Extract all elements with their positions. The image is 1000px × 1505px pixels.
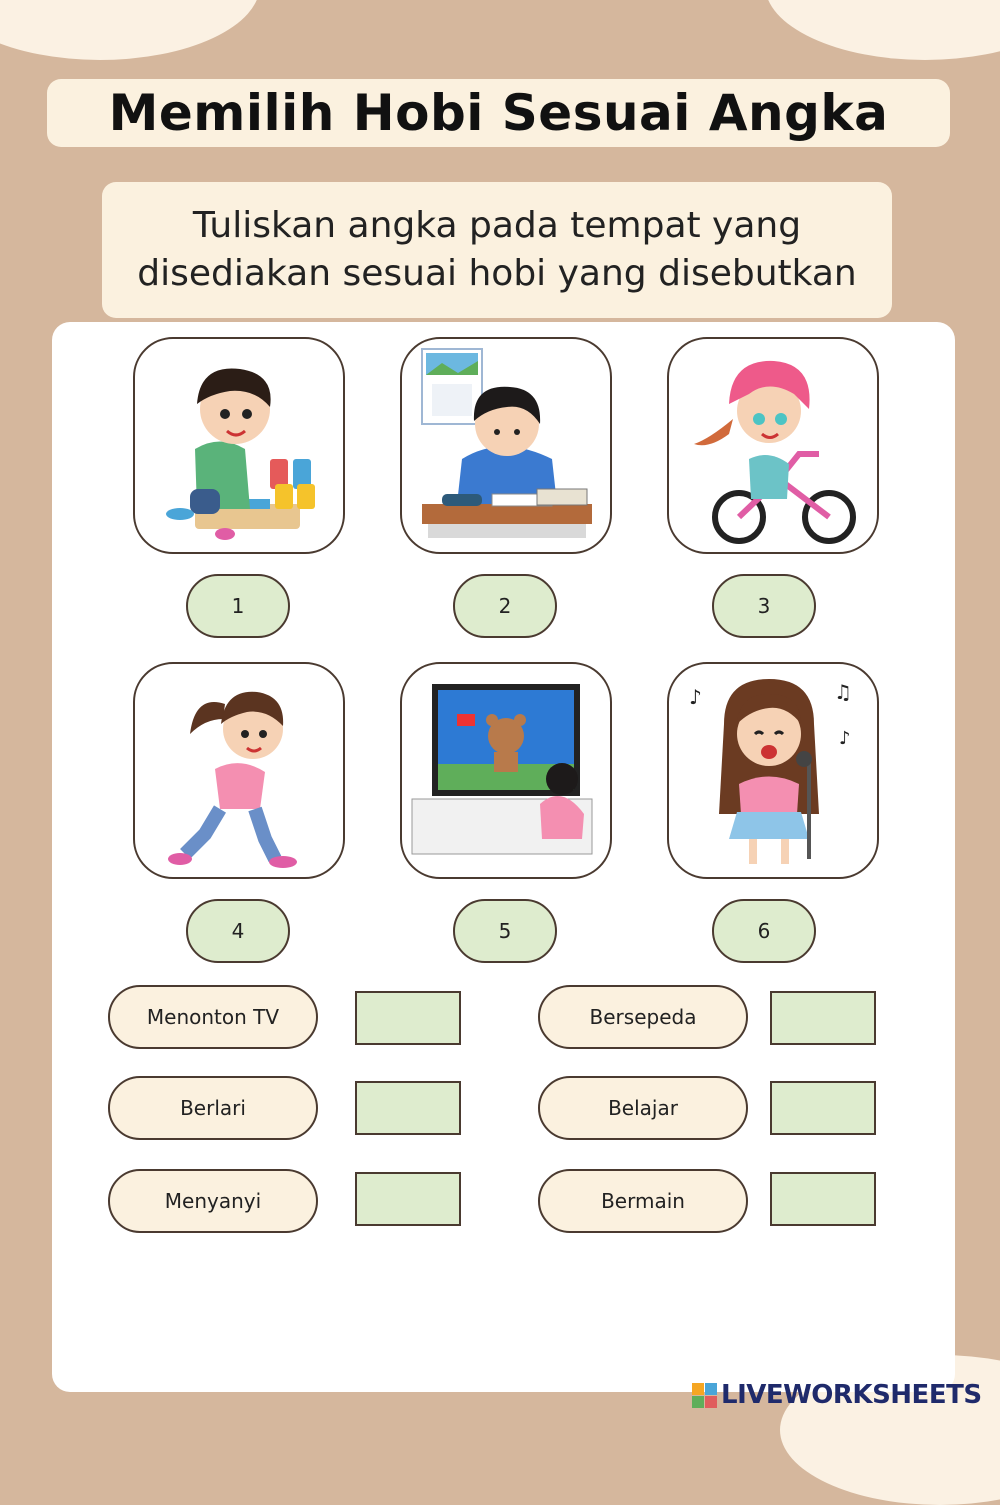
- number-badge-6: 6: [712, 899, 816, 963]
- boy-studying-icon: [402, 339, 610, 552]
- liveworksheets-logo-icon: [692, 1383, 717, 1408]
- logo-tile-l: [692, 1383, 704, 1395]
- picture-card-4: [133, 662, 345, 879]
- footer-brand: [692, 1380, 982, 1410]
- picture-card-6: [667, 662, 879, 879]
- girl-running-icon: [135, 664, 343, 877]
- logo-tile-e: [705, 1396, 717, 1408]
- logo-tile-i: [705, 1383, 717, 1395]
- logo-tile-v: [692, 1396, 704, 1408]
- svg-text:♫: ♫: [834, 680, 852, 704]
- number-badge-2: 2: [453, 574, 557, 638]
- activity-label-belajar: Belajar: [538, 1076, 748, 1140]
- answer-box-belajar[interactable]: [770, 1081, 876, 1135]
- activity-label-bersepeda: Bersepeda: [538, 985, 748, 1049]
- activity-label-bermain: Bermain: [538, 1169, 748, 1233]
- boy-playing-clay-icon: [135, 339, 343, 552]
- picture-card-3: [667, 337, 879, 554]
- girl-cycling-icon: [669, 339, 877, 552]
- answer-box-berlari[interactable]: [355, 1081, 461, 1135]
- activity-label-menyanyi: Menyanyi: [108, 1169, 318, 1233]
- svg-text:♪: ♪: [839, 728, 851, 749]
- worksheet-panel: [52, 322, 955, 1392]
- footer-brand-text: LIVEWORKSHEETS: [721, 1380, 982, 1410]
- decor-blob-top-right: [765, 0, 1000, 60]
- picture-card-2: [400, 337, 612, 554]
- page-title: Memilih Hobi Sesuai Angka: [108, 84, 889, 142]
- number-badge-1: 1: [186, 574, 290, 638]
- picture-card-5: [400, 662, 612, 879]
- answer-box-menonton-tv[interactable]: [355, 991, 461, 1045]
- svg-text:♪: ♪: [689, 685, 702, 709]
- instruction-box: [102, 182, 892, 318]
- girl-watching-tv-icon: [402, 664, 610, 877]
- answer-box-bermain[interactable]: [770, 1172, 876, 1226]
- number-badge-4: 4: [186, 899, 290, 963]
- instruction-line-1: Tuliskan angka pada tempat yang: [192, 205, 802, 246]
- instruction-line-2: disediakan sesuai hobi yang disebutkan: [137, 253, 857, 294]
- answer-box-bersepeda[interactable]: [770, 991, 876, 1045]
- activity-label-berlari: Berlari: [108, 1076, 318, 1140]
- title-banner: [47, 79, 950, 147]
- answer-box-menyanyi[interactable]: [355, 1172, 461, 1226]
- number-badge-5: 5: [453, 899, 557, 963]
- number-badge-3: 3: [712, 574, 816, 638]
- picture-card-1: [133, 337, 345, 554]
- decor-blob-top-left: [0, 0, 260, 60]
- girl-singing-icon: [669, 664, 877, 877]
- activity-label-menonton-tv: Menonton TV: [108, 985, 318, 1049]
